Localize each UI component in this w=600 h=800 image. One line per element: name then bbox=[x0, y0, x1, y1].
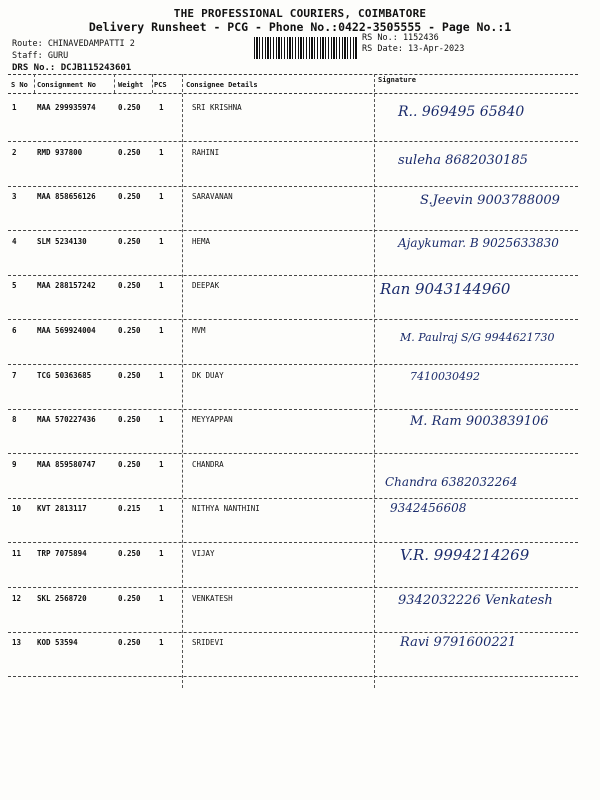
row-consignee: HEMA bbox=[192, 236, 211, 246]
row-weight: 0.250 bbox=[118, 236, 141, 246]
row-weight: 0.250 bbox=[118, 370, 141, 380]
row-weight: 0.250 bbox=[118, 459, 141, 469]
row-consignment: MAA 569924004 bbox=[37, 326, 96, 335]
row-consignee: CHANDRA bbox=[192, 459, 224, 469]
rs-number: RS No.: 1152436 bbox=[362, 33, 439, 43]
row-pcs: 1 bbox=[159, 103, 164, 112]
table-row bbox=[0, 633, 600, 677]
col-header-sno: S No bbox=[11, 81, 28, 89]
row-consignment: MAA 859580747 bbox=[37, 459, 96, 469]
row-pcs: 1 bbox=[159, 593, 164, 603]
header-bottom-rule bbox=[8, 93, 578, 94]
col-header-consignment: Consignment No bbox=[37, 81, 97, 89]
row-consignee: VENKATESH bbox=[192, 593, 233, 603]
row-consignment: KOD 53594 bbox=[37, 638, 78, 648]
header-top-rule bbox=[8, 74, 578, 75]
row-weight: 0.250 bbox=[118, 103, 141, 112]
handwritten-signature: Ran 9043144960 bbox=[380, 280, 511, 299]
drs-number: DRS No.: DCJB115243601 bbox=[12, 63, 132, 73]
barcode bbox=[254, 37, 358, 59]
handwritten-signature: Ravi 9791600221 bbox=[400, 635, 517, 651]
row-consignee: DEEPAK bbox=[192, 281, 220, 291]
col-header-consignee: Consignee Details bbox=[186, 81, 258, 89]
row-pcs: 1 bbox=[159, 504, 164, 514]
table-row bbox=[0, 232, 600, 276]
col-header-pcs: PCS bbox=[154, 81, 167, 89]
handwritten-signature: suleha 8682030185 bbox=[398, 152, 528, 168]
handwritten-signature: 9342456608 bbox=[390, 501, 467, 516]
rs-date: RS Date: 13-Apr-2023 bbox=[362, 44, 465, 54]
row-pcs: 1 bbox=[159, 236, 164, 246]
row-weight: 0.250 bbox=[118, 593, 141, 603]
row-pcs: 1 bbox=[159, 549, 164, 558]
row-sno: 11 bbox=[12, 549, 22, 558]
row-sno: 3 bbox=[12, 192, 17, 202]
row-consignment: KVT 2813117 bbox=[37, 504, 87, 514]
row-sno: 12 bbox=[12, 593, 22, 603]
row-divider bbox=[8, 676, 578, 677]
row-weight: 0.250 bbox=[118, 549, 141, 558]
table-row bbox=[0, 143, 600, 187]
row-consignment: TRP 7075894 bbox=[37, 549, 87, 558]
row-consignment: MAA 570227436 bbox=[37, 415, 96, 425]
handwritten-signature: V.R. 9994214269 bbox=[400, 546, 530, 564]
handwritten-signature: M. Paulraj S/G 9944621730 bbox=[400, 331, 555, 344]
row-pcs: 1 bbox=[159, 370, 164, 380]
row-consignment: MAA 288157242 bbox=[37, 281, 96, 291]
handwritten-signature: Chandra 6382032264 bbox=[385, 474, 518, 489]
row-pcs: 1 bbox=[159, 192, 164, 202]
row-consignment: MAA 858656126 bbox=[37, 192, 96, 202]
row-pcs: 1 bbox=[159, 326, 164, 335]
row-weight: 0.250 bbox=[118, 192, 141, 202]
row-weight: 0.250 bbox=[118, 638, 141, 648]
row-pcs: 1 bbox=[159, 415, 164, 425]
row-sno: 9 bbox=[12, 459, 17, 469]
staff-label: Staff: GURU bbox=[12, 51, 69, 61]
table-row bbox=[0, 499, 600, 543]
row-consignee: RAHINI bbox=[192, 147, 220, 157]
row-sno: 10 bbox=[12, 504, 22, 514]
row-weight: 0.250 bbox=[118, 326, 141, 335]
row-sno: 13 bbox=[12, 638, 22, 648]
row-consignee: VIJAY bbox=[192, 549, 215, 558]
row-consignment: RMD 937800 bbox=[37, 147, 83, 157]
table-row bbox=[0, 589, 600, 633]
row-weight: 0.250 bbox=[118, 281, 141, 291]
handwritten-signature: R.. 969495 65840 bbox=[398, 104, 525, 120]
row-consignment: SLM 5234130 bbox=[37, 236, 87, 246]
row-weight: 0.250 bbox=[118, 147, 141, 157]
runsheet-subtitle: Delivery Runsheet - PCG - Phone No.:0422-3505555 - Page No.:1 bbox=[88, 20, 512, 34]
col-header-signature: Signature bbox=[378, 76, 416, 84]
handwritten-signature: 7410030492 bbox=[410, 369, 480, 383]
row-sno: 4 bbox=[12, 236, 17, 246]
row-pcs: 1 bbox=[159, 459, 164, 469]
row-weight: 0.215 bbox=[118, 504, 141, 514]
row-consignment: SKL 2568720 bbox=[37, 593, 87, 603]
row-sno: 1 bbox=[12, 103, 17, 112]
col-divider bbox=[152, 74, 153, 93]
col-divider bbox=[114, 74, 115, 93]
row-sno: 5 bbox=[12, 281, 17, 291]
table-row bbox=[0, 410, 600, 454]
table-row bbox=[0, 98, 600, 142]
row-pcs: 1 bbox=[159, 281, 164, 291]
row-pcs: 1 bbox=[159, 638, 164, 648]
table-row bbox=[0, 276, 600, 320]
route-label: Route: CHINAVEDAMPATTI 2 bbox=[12, 39, 135, 49]
row-consignment: TCG 50363685 bbox=[37, 370, 92, 380]
handwritten-signature: M. Ram 9003839106 bbox=[410, 414, 549, 430]
table-row bbox=[0, 455, 600, 499]
row-consignee: SARAVANAN bbox=[192, 192, 233, 202]
row-sno: 6 bbox=[12, 326, 17, 335]
row-consignee: SRI KRISHNA bbox=[192, 103, 242, 112]
company-title: THE PROFESSIONAL COURIERS, COIMBATORE bbox=[173, 7, 427, 20]
row-consignee: SRIDEVI bbox=[192, 638, 224, 648]
row-consignee: NITHYA NANTHINI bbox=[192, 504, 260, 514]
table-row bbox=[0, 544, 600, 588]
handwritten-signature: S.Jeevin 9003788009 bbox=[420, 193, 560, 209]
row-consignee: MVM bbox=[192, 326, 206, 335]
col-header-weight: Weight bbox=[118, 81, 144, 89]
row-pcs: 1 bbox=[159, 147, 164, 157]
row-sno: 7 bbox=[12, 370, 17, 380]
table-row bbox=[0, 321, 600, 365]
handwritten-signature: 9342032226 Venkatesh bbox=[398, 592, 553, 608]
table-row bbox=[0, 187, 600, 231]
row-consignee: DK DUAY bbox=[192, 370, 224, 380]
row-sno: 8 bbox=[12, 415, 17, 425]
row-sno: 2 bbox=[12, 147, 17, 157]
row-consignee: MEYYAPPAN bbox=[192, 415, 233, 425]
row-weight: 0.250 bbox=[118, 415, 141, 425]
table-row bbox=[0, 366, 600, 410]
row-consignment: MAA 299935974 bbox=[37, 103, 96, 112]
handwritten-signature: Ajaykumar. B 9025633830 bbox=[398, 235, 559, 250]
col-divider bbox=[34, 74, 35, 93]
